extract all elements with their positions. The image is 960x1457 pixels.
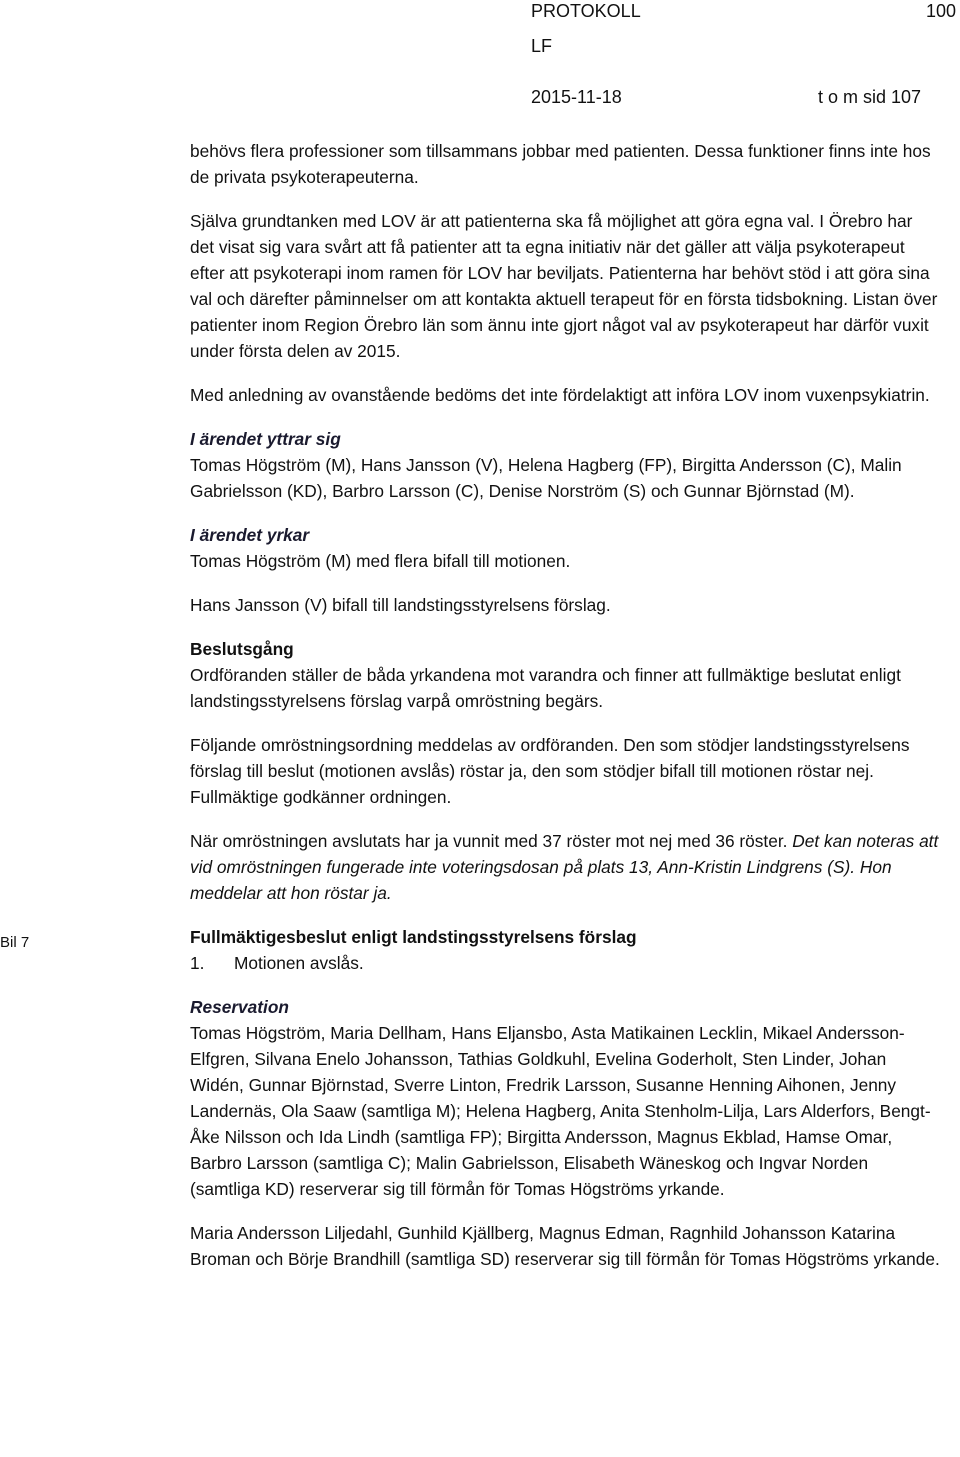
paragraph: behövs flera professioner som tillsammans jobbar med patienten. Dessa funktioner finns inte hos de privata psykoterapeuterna. [190,141,931,187]
margin-note-attachment: Bil 7 [0,934,30,951]
vote-note: Det kan noteras att vid omröstningen fungerade inte voteringsdosan på plats 13, Ann-Kristin Lindgrens (S). Hon meddelar att hon röstar ja. [190,831,939,903]
header-date: 2015-11-18 [531,87,622,107]
section-heading-fullmaktige: Fullmäktigesbeslut enligt landstingsstyrelsens förslag [190,927,637,947]
paragraph: Hans Jansson (V) bifall till landstingsstyrelsens förslag. [190,595,611,615]
header-page-range: t o m sid 107 [818,87,922,107]
paragraph: Maria Andersson Liljedahl, Gunhild Kjällberg, Magnus Edman, Ragnhild Johansson Katarina Broman och Börje Brandhill (samtliga SD) reserverar sig till förmån för Tomas Högströms yrkande. [190,1223,940,1269]
paragraph: Tomas Högström, Maria Dellham, Hans Eljansbo, Asta Matikainen Lecklin, Mikael Andersson-Elfgren, Silvana Enelo Johansson, Tathias Goldkuhl, Evelina Goderholt, Sten Linder, Johan Widén, Gunnar Björnstad, Sverre Linton, Fredrik Larsson, Susanne Henning Aihonen, Jenny Landernäs, Ola Saaw (samtliga M); Helena Hagberg, Anita Stenholm-Lilja, Lars Alderfors, Bengt-Åke Nilsson och Ida Lindh (samtliga FP); Birgitta Andersson, Magnus Ekblad, Hamse Omar, Barbro Larsson (samtliga C); Malin Gabrielsson, Elisabeth Wäneskog och Ingvar Norden (samtliga KD) reserverar sig till förmån för Tomas Högströms yrkande. [190,1023,931,1199]
paragraph: Med anledning av ovanstående bedöms det inte fördelaktigt att införa LOV inom vuxenpsykiatrin. [190,385,930,405]
header-doc-type: PROTOKOLL [531,1,641,21]
decision-list-item [190,950,940,976]
section-heading-reservation: Reservation [190,997,289,1017]
vote-paragraph [190,828,940,906]
section-heading-yrkar: I ärendet yrkar [190,525,310,545]
vote-result: När omröstningen avslutats har ja vunnit med 37 röster mot nej med 36 röster. [190,831,788,851]
paragraph: Följande omröstningsordning meddelas av ordföranden. Den som stödjer landstingsstyrelsens förslag till beslut (motionen avslås) röstar ja, den som stödjer bifall till motionen röstar nej. Fullmäktige godkänner ordningen. [190,735,910,807]
section-heading-beslutsgang: Beslutsgång [190,639,294,659]
decision-number: 1. [190,953,205,973]
paragraph: Tomas Högström (M) med flera bifall till motionen. [190,551,571,571]
decision-text: Motionen avslås. [234,953,364,973]
section-heading-yttrar: I ärendet yttrar sig [190,429,341,449]
paragraph: Själva grundtanken med LOV är att patienterna ska få möjlighet att göra egna val. I Örebro har det visat sig vara svårt att få patienter att ta egna initiativ när det gäller att välja psykoterapeut efter att psykoterapi inom ramen för LOV har beviljats. Patienterna har behövt stöd i att göra sina val och därefter påminnelser om att kontakta aktuell terapeut för en första tidsbokning. Listan över patienter inom Region Örebro län som ännu inte gjort något val av psykoterapeut har därför vuxit under första delen av 2015. [190,211,938,361]
header-page-number: 100 [926,1,957,21]
document-body [190,138,940,1290]
paragraph: Tomas Högström (M), Hans Jansson (V), Helena Hagberg (FP), Birgitta Andersson (C), Malin Gabrielsson (KD), Barbro Larsson (C), Denise Norström (S) och Gunnar Björnstad (M). [190,455,902,501]
header-org: LF [531,36,553,56]
paragraph: Ordföranden ställer de båda yrkandena mot varandra och finner att fullmäktige beslutat enligt landstingsstyrelsens förslag varpå omröstning begärs. [190,665,901,711]
